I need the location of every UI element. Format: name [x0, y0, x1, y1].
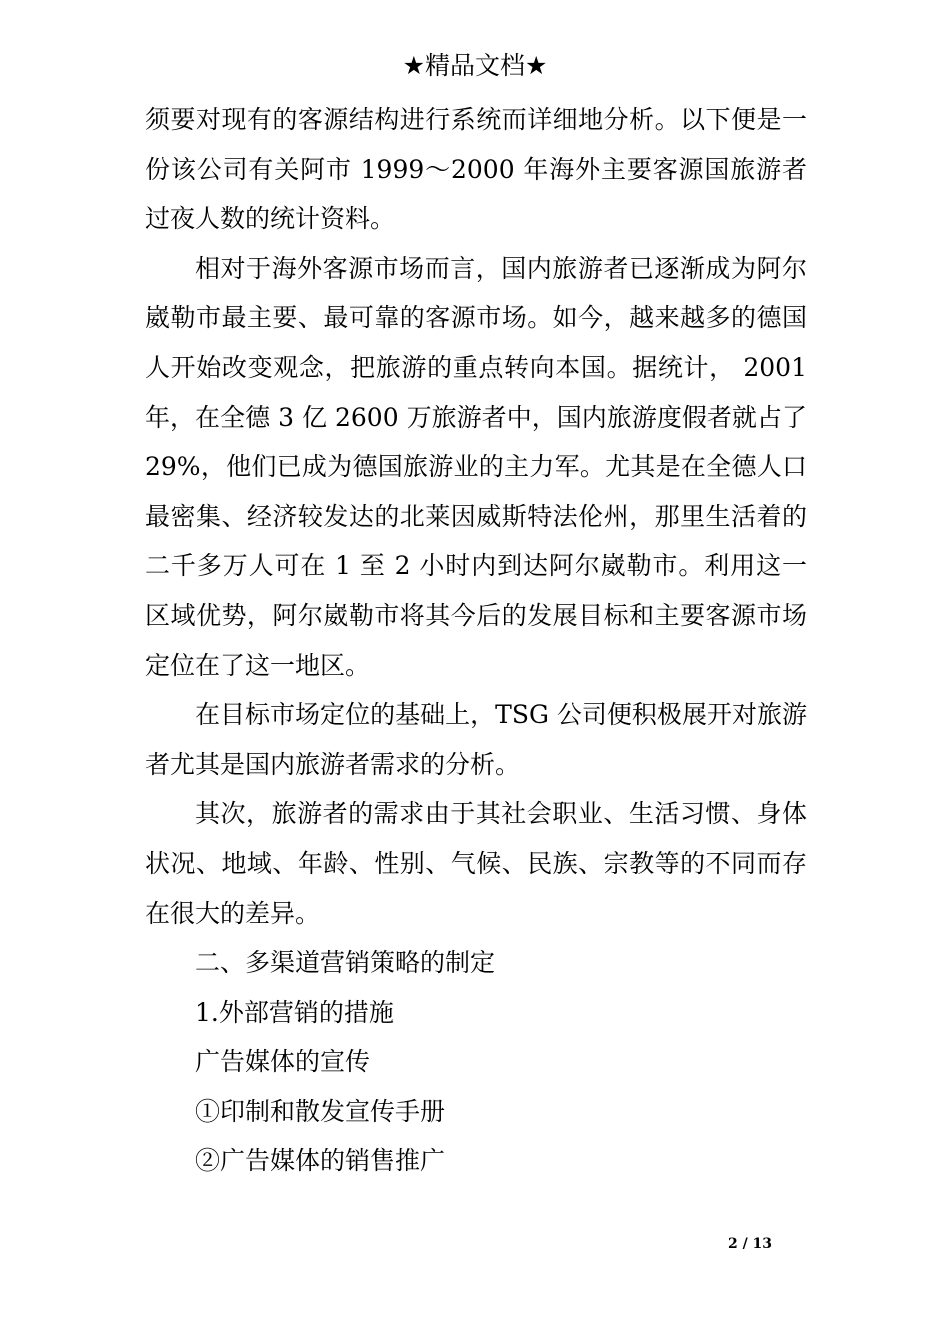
list-item: ②广告媒体的销售推广: [195, 1146, 446, 1176]
page-number: 2 / 13: [727, 1236, 773, 1252]
list-heading: 广告媒体的宣传: [195, 1047, 371, 1077]
list-item: ①印制和散发宣传手册: [195, 1096, 446, 1126]
document-body: [145, 95, 807, 1186]
page-header: ★精品文档★: [402, 51, 548, 80]
section-heading: 二、多渠道营销策略的制定: [195, 948, 496, 978]
paragraph-domestic-market: 相对于海外客源市场而言，国内旅游者已逐渐成为阿尔崴勒市最主要、最可靠的客源市场。如今，越来越多的德国人开始改变观念，把旅游的重点转向本国。据统计， 2001年，在全德 3 亿 2600 万旅游者中，国内旅游度假者就占了 29%，他们已成为德国旅游业的主力军。尤其是在全德人口最密集、经济较发达的北莱因威斯特法伦州，那里生活着的二千多万人可在 1 至 2 小时内到达阿尔崴勒市。利用这一区域优势，阿尔崴勒市将其今后的发展目标和主要客源市场定位在了这一地区。: [145, 253, 807, 680]
paragraph-demand-differences: 其次，旅游者的需求由于其社会职业、生活习惯、身体状况、地域、年龄、性别、气候、民族、宗教等的不同而存在很大的差异。: [145, 799, 807, 928]
subsection-heading: 1.外部营销的措施: [195, 997, 394, 1027]
paragraph-demand-analysis: 在目标市场定位的基础上，TSG 公司便积极展开对旅游者尤其是国内旅游者需求的分析。: [145, 700, 807, 779]
paragraph-continuation: 须要对现有的客源结构进行系统而详细地分析。以下便是一份该公司有关阿市 1999～2000 年海外主要客源国旅游者过夜人数的统计资料。: [145, 105, 807, 234]
